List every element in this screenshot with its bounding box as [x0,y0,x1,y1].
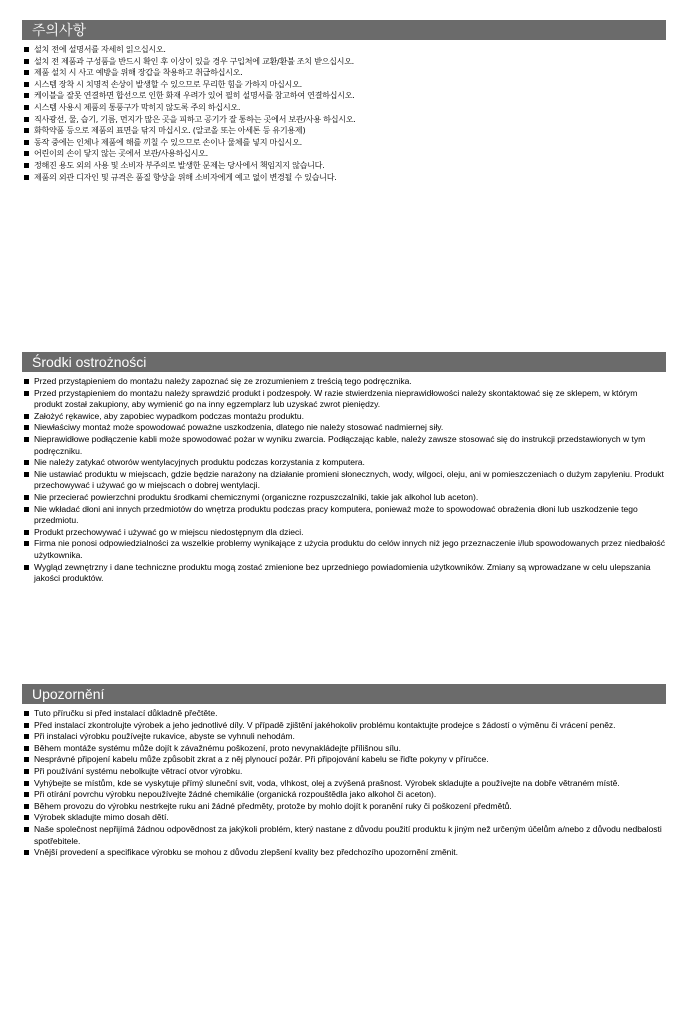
precaution-item [24,67,666,79]
precaution-item [24,376,666,388]
precaution-text: Niewłaściwy montaż może spowodować poważne uszkodzenia, dlatego nie należy stosować nadmiernej siły. [34,422,444,433]
bullet-square-icon [24,781,29,786]
precaution-text: Během provozu do výrobku nestrkejte ruku ani žádné předměty, protože by mohlo dojít k poranění ruky či poškození předmětů. [34,800,512,811]
precaution-text: Przed przystąpieniem do montażu należy zapoznać się ze zrozumieniem z treścią tego podręcznika. [34,376,412,386]
bullet-square-icon [24,175,29,180]
precaution-text: Nie należy zatykać otworów wentylacyjnych produktu podczas korzystania z komputera. [34,457,365,468]
precaution-text: 직사광선, 물, 습기, 기름, 먼지가 많은 곳을 피하고 공기가 잘 통하는 곳에서 보관/사용 하십시오. [34,113,356,124]
bullet-square-icon [24,827,29,832]
section-title: Upozornění [22,684,666,704]
precaution-item [24,388,666,411]
precaution-text: Při otírání povrchu výrobku nepoužívejte žádné chemikálie (organická rozpouštědla jako alkohol či aceton). [34,789,437,800]
precaution-text: Wygląd zewnętrzny i dane techniczne produktu mogą zostać zmienione bez uprzedniego powiadomienia użytkowników. Zmiany są wprowadzane w celu ulepszania jakości produktów. [34,561,651,584]
bullet-square-icon [24,723,29,728]
precaution-item [24,102,666,114]
bullet-square-icon [24,425,29,430]
precaution-item [24,90,666,102]
precaution-text: Před instalací zkontrolujte výrobek a jeho jednotlivé díly. V případě zjištění jakéhokoliv problému kontaktujte prodejce s žádostí o výměnu či vrácení peněz. [34,719,616,730]
precaution-item [24,434,666,457]
bullet-square-icon [24,495,29,500]
precaution-text: Produkt przechowywać i używać go w miejscu niedostępnym dla dzieci. [34,526,304,537]
bullet-square-icon [24,757,29,762]
bullet-square-icon [24,59,29,64]
precaution-text: 제품 설치 시 사고 예방을 위해 장갑을 착용하고 취급하십시오. [34,67,243,78]
precaution-item [24,148,666,160]
precaution-text: Nesprávné připojení kabelu může způsobit zkrat a z něj plynoucí požár. Při připojování kabelu se řiďte pokyny v příručce. [34,754,489,765]
precaution-item [24,411,666,423]
bullet-square-icon [24,117,29,122]
bullet-square-icon [24,507,29,512]
section-title: 주의사항 [22,20,666,40]
bullet-square-icon [24,565,29,570]
bullet-square-icon [24,815,29,820]
precaution-text: 케이블을 잘못 연결하면 합선으로 인한 화재 우려가 있어 필히 설명서를 참고하여 연결하십시오. [34,90,355,101]
bullet-square-icon [24,541,29,546]
bullet-square-icon [24,734,29,739]
polish-precautions-section [22,352,666,585]
precaution-text: 어린이의 손이 닿지 않는 곳에서 보관/사용하십시오. [34,148,208,159]
precaution-text: Nie przecierać powierzchni produktu środkami chemicznymi (organiczne rozpuszczalniki, takie jak alkohol lub aceton). [34,491,479,502]
precaution-item [24,527,666,539]
precaution-item [24,457,666,469]
precaution-text: Během montáže systému může dojít k závažnému poškození, proto nevynakládejte přílišnou sílu. [34,742,401,753]
bullet-square-icon [24,437,29,442]
precaution-text: 시스템 장착 시 치명적 손상이 발생할 수 있으므로 무리한 힘을 가하지 마십시오. [34,78,302,89]
precaution-text: 정해진 용도 외의 사용 및 소비자 부주의로 발생한 문제는 당사에서 책임지지 않습니다. [34,159,325,170]
precaution-list [22,376,666,585]
bullet-square-icon [24,93,29,98]
precaution-item [24,469,666,492]
precaution-text: 동작 중에는 인체나 제품에 해를 끼칠 수 있으므로 손이나 물체를 넣지 마십시오. [34,136,302,147]
bullet-square-icon [24,472,29,477]
bullet-square-icon [24,47,29,52]
korean-precautions-section [22,20,666,183]
precaution-text: 제품의 외관 디자인 및 규격은 품질 향상을 위해 소비자에게 예고 없이 변경될 수 있습니다. [34,171,337,182]
bullet-square-icon [24,711,29,716]
bullet-square-icon [24,151,29,156]
precaution-item [24,538,666,561]
precaution-text: 설치 전에 설명서를 자세히 읽으십시오. [34,44,166,54]
precaution-item [24,754,666,766]
bullet-square-icon [24,530,29,535]
precaution-text: 화학약품 등으로 제품의 표면을 닦지 마십시오. (알코올 또는 아세톤 등 유기용제) [34,125,306,136]
precaution-text: Při instalaci výrobku používejte rukavice, abyste se vyhnuli nehodám. [34,731,295,742]
precaution-item [24,824,666,847]
precaution-text: Vnější provedení a specifikace výrobku se mohou z důvodu zlepšení kvality bez předchozího upozornění změnit. [34,847,459,858]
precaution-text: Nie ustawiać produktu w miejscach, gdzie będzie narażony na działanie promieni słonecznych, wody, wilgoci, oleju, ani w pomieszczeniach o dużym zapyleniu. Produkt przechowywać i używać go w miejscach o dobrej wentylacji. [34,468,664,491]
bullet-square-icon [24,379,29,384]
precaution-list [22,44,666,183]
bullet-square-icon [24,769,29,774]
precaution-item [24,137,666,149]
precaution-item [24,731,666,743]
precaution-item [24,125,666,137]
precaution-item [24,743,666,755]
precaution-item [24,422,666,434]
bullet-square-icon [24,128,29,133]
precaution-text: Vyhýbejte se místům, kde se vyskytuje přímý sluneční svit, voda, vlhkost, olej a zvýšená prašnost. Výrobek skladujte a používejte na dobře větraném místě. [34,777,620,788]
bullet-square-icon [24,140,29,145]
precaution-item [24,114,666,126]
precaution-item [24,847,666,859]
bullet-square-icon [24,82,29,87]
precaution-item [24,766,666,778]
bullet-square-icon [24,460,29,465]
bullet-square-icon [24,163,29,168]
precaution-item [24,708,666,720]
czech-precautions-section [22,684,666,859]
precaution-item [24,160,666,172]
precaution-item [24,504,666,527]
precaution-text: Założyć rękawice, aby zapobiec wypadkom podczas montażu produktu. [34,410,304,421]
precaution-item [24,79,666,91]
precaution-text: 시스템 사용시 제품의 통풍구가 막히지 않도록 주의 하십시오. [34,101,241,112]
precaution-text: Firma nie ponosi odpowiedzialności za wszelkie problemy wynikające z użycia produktu do celów innych niż jego przeznaczenie i/lub spowodowanych przez niedbałość użytkownika. [34,538,666,560]
bullet-square-icon [24,850,29,855]
bullet-square-icon [24,105,29,110]
bullet-square-icon [24,792,29,797]
precaution-item [24,44,666,56]
precaution-item [24,789,666,801]
bullet-square-icon [24,391,29,396]
precaution-text: Výrobek skladujte mimo dosah dětí. [34,812,169,823]
precaution-text: Nieprawidłowe podłączenie kabli może spowodować pożar w wyniku zwarcia. Podłączając kable, należy zawsze stosować się do instrukcji przedstawionych w tym podręczniku. [34,433,646,456]
precaution-text: Nie wkładać dłoni ani innych przedmiotów do wnętrza produktu podczas pracy komputera, ponieważ może to spowodować obrażenia dłoni lub uszkodzenie tego przedmiotu. [34,503,638,526]
precaution-item [24,56,666,68]
precaution-item [24,812,666,824]
precaution-item [24,492,666,504]
precaution-item [24,778,666,790]
section-title: Środki ostrożności [22,352,666,372]
precaution-text: Při používání systému nebolkujte větrací otvor výrobku. [34,765,243,776]
bullet-square-icon [24,804,29,809]
precaution-text: 설치 전 제품과 구성품을 반드시 확인 후 이상이 있을 경우 구입처에 교환/환불 조치 받으십시오. [34,55,354,66]
precaution-item [24,562,666,585]
precaution-item [24,720,666,732]
precaution-text: Przed przystąpieniem do montażu należy sprawdzić produkt i podzespoły. W razie stwierdzenia nieprawidłowości należy skontaktować się ze sklepem, w którym produkt został zakupiony, aby wymienić go na inny egzemplarz lub uzyskać zwrot pieniędzy. [34,387,638,410]
precaution-item [24,172,666,184]
precaution-list [22,708,666,859]
bullet-square-icon [24,746,29,751]
precaution-text: Tuto příručku si před instalací důkladně přečtěte. [34,708,218,718]
precaution-text: Naše společnost nepřijímá žádnou odpovědnost za jakýkoli problém, který nastane z důvodu použití produktu k jiným než určeným účelům a/nebo z důvodu nedbalosti spotřebitele. [34,823,662,846]
bullet-square-icon [24,414,29,419]
bullet-square-icon [24,70,29,75]
precaution-item [24,801,666,813]
